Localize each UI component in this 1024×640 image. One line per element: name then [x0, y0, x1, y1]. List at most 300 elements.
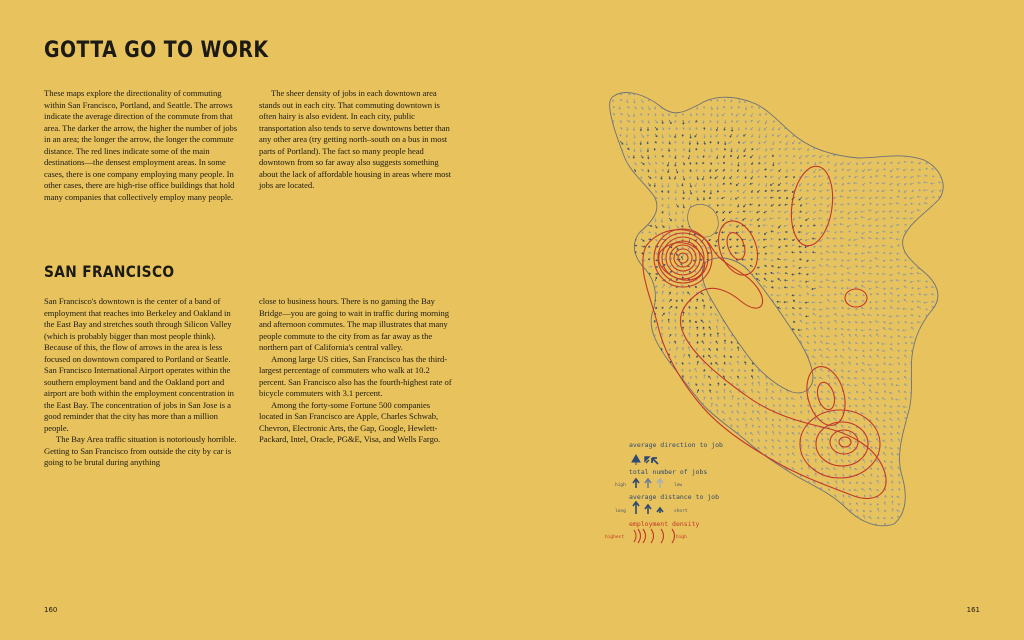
commute-arrow [634, 357, 636, 359]
commute-arrow [627, 348, 629, 352]
commute-arrow [912, 468, 914, 470]
commute-arrow [911, 141, 914, 143]
commute-arrow [848, 106, 851, 108]
commute-arrow [940, 169, 942, 171]
commute-arrow [933, 232, 935, 234]
commute-arrow [828, 140, 830, 142]
commute-arrow [695, 418, 697, 421]
arrow-dark-icon [633, 479, 639, 488]
commute-arrow [933, 398, 935, 400]
commute-arrow [926, 148, 928, 150]
commute-arrow [732, 501, 734, 505]
commute-arrow [843, 134, 845, 136]
commute-arrow [724, 92, 726, 95]
commute-arrow [647, 397, 649, 401]
commute-arrow [918, 147, 921, 149]
commute-arrow [641, 204, 643, 206]
commute-arrow [633, 453, 635, 456]
commute-arrow [773, 488, 775, 491]
commute-arrow [947, 371, 949, 373]
commute-arrow [808, 106, 810, 109]
commute-arrow [912, 399, 914, 401]
commute-arrow [862, 141, 865, 144]
commute-arrow [940, 155, 942, 157]
commute-arrow [613, 148, 615, 150]
commute-arrow [702, 432, 704, 435]
commute-arrow [926, 113, 928, 116]
commute-arrow [627, 197, 631, 199]
commute-arrow [759, 509, 761, 512]
commute-arrow [932, 225, 936, 227]
commute-arrow [891, 92, 893, 94]
commute-arrow [696, 425, 698, 428]
commute-arrow [633, 419, 635, 421]
commute-arrow [787, 92, 789, 95]
commute-arrow [904, 460, 907, 463]
commute-arrow [932, 427, 935, 429]
commute-arrow [647, 390, 649, 393]
commute-arrow [931, 384, 935, 386]
commute-arrow [613, 211, 617, 213]
commute-arrow [655, 355, 658, 358]
commute-arrow [947, 155, 949, 157]
commute-arrow [945, 517, 949, 519]
commute-arrow [627, 245, 629, 247]
commute-arrow [946, 334, 949, 337]
commute-arrow [841, 148, 844, 151]
commute-arrow [933, 253, 935, 255]
commute-arrow [926, 487, 928, 491]
commute-arrow [662, 361, 664, 365]
commute-arrow [941, 496, 943, 498]
commute-arrow [627, 509, 630, 512]
commute-arrow [812, 141, 816, 143]
arrow-up-left-icon [645, 457, 649, 463]
commute-arrow [919, 127, 921, 129]
commute-arrow [696, 487, 698, 491]
commute-arrow [939, 203, 942, 205]
jobs-arrows [633, 479, 663, 488]
commute-arrow [620, 266, 623, 268]
commute-arrow [633, 361, 635, 365]
commute-arrow [605, 460, 607, 463]
commute-arrow [807, 119, 809, 121]
commute-arrow [843, 113, 845, 115]
commute-arrow [933, 406, 935, 408]
commute-arrow [627, 503, 629, 506]
commute-arrow [690, 99, 692, 102]
commute-arrow [787, 482, 789, 484]
commute-arrow [703, 481, 705, 484]
commute-arrow [896, 120, 900, 122]
commute-arrow [662, 424, 664, 428]
commute-arrow [933, 432, 935, 435]
commute-arrow [683, 403, 685, 407]
commute-arrow [808, 517, 810, 519]
commute-arrow [626, 487, 628, 491]
commute-arrow [808, 523, 810, 526]
commute-arrow [606, 127, 609, 130]
commute-arrow [849, 148, 851, 150]
commute-arrow [745, 524, 747, 526]
commute-arrow [606, 480, 608, 484]
commute-arrow [654, 515, 656, 519]
commute-arrow [946, 320, 949, 323]
commute-arrow [620, 162, 622, 164]
commute-arrow [633, 404, 635, 407]
commute-arrow [940, 483, 943, 485]
commute-arrow [850, 127, 852, 129]
commute-arrow [876, 92, 879, 94]
commute-arrow [688, 510, 690, 513]
commute-arrow [799, 106, 802, 108]
commute-arrow [606, 404, 608, 407]
commute-arrow [896, 106, 900, 108]
commute-arrow [640, 453, 642, 456]
commute-arrow [821, 92, 823, 95]
commute-arrow [870, 134, 872, 136]
commute-arrow [718, 425, 720, 428]
commute-arrow [613, 368, 615, 372]
commute-arrow [634, 375, 636, 379]
commute-arrow [904, 106, 907, 108]
commute-arrow [933, 446, 935, 449]
commute-arrow [939, 141, 942, 143]
commute-arrow [654, 369, 656, 372]
commute-arrow [640, 410, 642, 414]
commute-arrow [738, 488, 740, 491]
commute-arrow [668, 433, 670, 436]
commute-arrow [737, 447, 739, 449]
commute-arrow [933, 413, 935, 415]
commute-arrow [724, 522, 726, 526]
commute-arrow [613, 418, 616, 421]
commute-arrow [620, 286, 623, 289]
legend-jobs-high: high [615, 483, 626, 488]
commute-arrow [932, 266, 935, 268]
commute-arrow [681, 389, 683, 393]
commute-arrow [939, 232, 942, 234]
commute-arrow [752, 453, 754, 456]
commute-arrow [946, 92, 949, 94]
commute-arrow [759, 523, 761, 526]
commute-arrow [898, 127, 900, 130]
commute-arrow [780, 468, 782, 470]
commute-arrow [613, 176, 615, 178]
commute-arrow [662, 383, 664, 387]
commute-arrow [933, 113, 935, 115]
commute-arrow [843, 517, 845, 519]
commute-arrow [926, 246, 928, 248]
commute-arrow [947, 392, 949, 394]
commute-arrow [648, 321, 651, 323]
commute-arrow [919, 483, 921, 485]
commute-arrow [919, 439, 921, 442]
commute-arrow [744, 517, 746, 520]
commute-arrow [933, 349, 935, 351]
commute-arrow [941, 134, 943, 136]
commute-arrow [925, 468, 928, 470]
commute-arrow [938, 119, 942, 121]
commute-arrow [765, 481, 767, 484]
commute-arrow [912, 432, 914, 435]
commute-arrow [924, 357, 928, 359]
commute-arrow [641, 417, 643, 421]
commute-arrow [661, 92, 663, 95]
commute-arrow [634, 384, 636, 386]
commute-arrow [606, 287, 609, 289]
commute-arrow [640, 396, 642, 400]
commute-arrow [947, 252, 950, 254]
commute-arrow [861, 92, 865, 94]
commute-arrow [606, 334, 608, 337]
commute-arrow [918, 490, 921, 492]
commute-arrow [620, 376, 622, 379]
commute-arrow [613, 266, 616, 268]
commute-arrow [627, 280, 629, 282]
commute-arrow [926, 377, 928, 379]
commute-arrow [724, 482, 726, 484]
commute-arrow [820, 120, 823, 122]
commute-arrow [766, 92, 768, 95]
commute-arrow [947, 357, 949, 359]
commute-arrow [620, 467, 622, 470]
commute-arrow [819, 127, 823, 129]
commute-arrow [613, 204, 615, 207]
commute-arrow [941, 405, 943, 407]
commute-arrow [947, 218, 949, 220]
commute-arrow [619, 447, 621, 450]
commute-arrow [912, 427, 914, 429]
commute-arrow [827, 523, 830, 526]
commute-arrow [626, 403, 628, 407]
commute-arrow [613, 253, 616, 255]
commute-arrow [620, 246, 624, 248]
commute-arrow [906, 502, 908, 505]
commute-arrow [931, 259, 935, 261]
commute-arrow [946, 469, 949, 471]
commute-arrow [911, 474, 914, 477]
commute-arrow [822, 523, 824, 526]
commute-arrow [863, 525, 865, 527]
commute-arrow [620, 328, 623, 330]
commute-arrow [919, 364, 921, 366]
commute-arrow [933, 329, 936, 331]
commute-arrow [627, 320, 629, 323]
commute-arrow [939, 399, 943, 401]
page-number-right: 161 [966, 606, 980, 614]
commute-arrow [640, 355, 642, 358]
commute-arrow [745, 446, 747, 449]
commute-arrow [752, 474, 754, 478]
commute-arrow [910, 406, 914, 408]
commute-arrow [613, 348, 616, 351]
commute-arrow [709, 460, 711, 463]
commute-arrow [738, 481, 740, 484]
commute-arrow [725, 515, 727, 519]
commute-arrow [912, 418, 914, 421]
commute-arrow [799, 127, 802, 129]
commute-arrow [940, 293, 942, 295]
commute-arrow [674, 424, 676, 428]
commute-arrow [870, 148, 873, 151]
commute-arrow [849, 134, 851, 138]
commute-arrow [654, 488, 656, 491]
commute-arrow [718, 516, 720, 520]
commute-arrow [946, 113, 949, 116]
commute-arrow [683, 482, 685, 484]
commute-arrow [606, 419, 608, 421]
commute-arrow [613, 245, 615, 247]
commute-arrow [939, 162, 942, 164]
commute-arrow [806, 99, 809, 102]
commute-arrow [800, 509, 802, 513]
commute-arrow [633, 425, 635, 428]
commute-arrow [619, 362, 621, 365]
commute-arrow [655, 425, 657, 428]
commute-arrow [890, 98, 893, 100]
commute-arrow [918, 420, 921, 422]
commute-arrow [939, 467, 942, 470]
commute-arrow [606, 246, 609, 248]
commute-arrow [939, 371, 942, 373]
commute-arrow [946, 309, 949, 311]
commute-arrow [924, 392, 928, 394]
commute-arrow [647, 419, 649, 422]
density-arc-icon-6 [672, 529, 675, 543]
commute-arrow [634, 328, 637, 330]
density-arc-icon-5 [661, 529, 664, 543]
commute-arrow [605, 473, 607, 477]
commute-arrow [827, 99, 830, 101]
commute-arrow [634, 231, 638, 233]
commute-arrow [814, 127, 816, 130]
commute-arrow [613, 232, 616, 234]
commute-arrow [938, 113, 942, 115]
commute-arrow [634, 320, 636, 323]
commute-arrow [634, 369, 636, 372]
commute-arrow [898, 140, 900, 142]
commute-arrow [898, 92, 900, 95]
commute-arrow [940, 148, 942, 150]
commute-arrow [931, 343, 935, 345]
commute-arrow [918, 238, 921, 240]
commute-arrow [676, 92, 678, 94]
legend-distance-title: average distance to job [629, 493, 720, 501]
commute-arrow [912, 502, 914, 505]
commute-arrow [947, 175, 949, 177]
commute-arrow [648, 375, 650, 379]
commute-arrow [641, 369, 643, 372]
commute-arrow [606, 516, 608, 519]
commute-arrow [920, 475, 922, 477]
commute-arrow [668, 99, 670, 101]
commute-arrow [627, 425, 630, 428]
commute-arrow [752, 481, 754, 484]
commute-arrow [945, 265, 949, 267]
commute-arrow [648, 280, 650, 282]
commute-arrow [926, 252, 928, 254]
commute-arrow [821, 113, 823, 115]
commute-arrow [606, 211, 609, 213]
commute-arrow [648, 347, 650, 351]
commute-arrow [606, 253, 610, 255]
commute-arrow [778, 92, 781, 95]
commute-arrow [807, 134, 809, 137]
commute-arrow [626, 516, 628, 519]
commute-arrow [689, 419, 691, 422]
commute-arrow [704, 501, 706, 505]
commute-arrow [933, 523, 935, 526]
commute-arrow [932, 134, 935, 136]
commute-arrow [919, 455, 921, 457]
commute-arrow [861, 99, 865, 101]
commute-arrow [613, 299, 615, 302]
commute-arrow [634, 313, 636, 316]
commute-arrow [821, 502, 823, 505]
commute-arrow [946, 406, 949, 408]
commute-arrow [648, 404, 650, 407]
commute-arrow [939, 265, 942, 267]
commute-arrow [634, 334, 637, 337]
commute-arrow [946, 377, 949, 379]
commute-arrow [620, 292, 624, 295]
commute-arrow [736, 474, 739, 477]
commute-arrow [661, 396, 663, 400]
commute-arrow [780, 488, 782, 491]
commute-arrow [765, 466, 767, 470]
commute-arrow [947, 189, 949, 191]
commute-arrow [744, 509, 746, 512]
commute-arrow [939, 329, 942, 331]
commute-arrow [933, 280, 935, 282]
commute-arrow [627, 190, 629, 193]
commute-arrow [820, 106, 823, 109]
commute-arrow [613, 183, 615, 186]
commute-arrow [786, 495, 788, 498]
commute-arrow [627, 384, 630, 386]
commute-arrow [729, 467, 732, 470]
commute-arrow [919, 385, 921, 387]
commute-arrow [675, 376, 677, 379]
commute-arrow [911, 134, 914, 136]
commute-arrow [794, 503, 796, 505]
commute-arrow [933, 148, 935, 150]
commute-arrow [669, 508, 671, 512]
commute-arrow [849, 516, 851, 519]
commute-arrow [814, 106, 816, 110]
commute-arrow [627, 376, 629, 379]
commute-arrow [695, 432, 697, 435]
commute-arrow [947, 239, 949, 241]
commute-arrow [723, 446, 725, 449]
commute-arrow [606, 169, 609, 171]
commute-arrow [634, 266, 638, 268]
commute-arrow [787, 488, 789, 491]
arrow-mid-icon [645, 479, 651, 488]
commute-arrow [683, 503, 685, 505]
commute-arrow [931, 106, 935, 108]
commute-arrow [641, 432, 643, 436]
commute-arrow [662, 461, 664, 464]
sf-paragraph-1: San Francisco's downtown is the center of a band of employment that reaches into Berkeley and Oakland in the East Bay and stretches south through Silicon Valley (which is probably bigger than most people think). Because of this, the flow of arrows in the area is less focused on downtown compared to Portland or Seattle. San Francisco International Airport operates within the southern employment band and the Oakland port and airport are both within the employment concentration in the East Bay. The concentration of jobs in San Jose is a good reminder that the city has more than a million people. [44, 296, 234, 433]
commute-arrow [773, 99, 775, 103]
commute-arrow [648, 204, 650, 206]
commute-arrow [675, 432, 677, 435]
map-land [605, 92, 949, 527]
commute-arrow [620, 274, 623, 276]
commute-arrow [924, 238, 928, 240]
